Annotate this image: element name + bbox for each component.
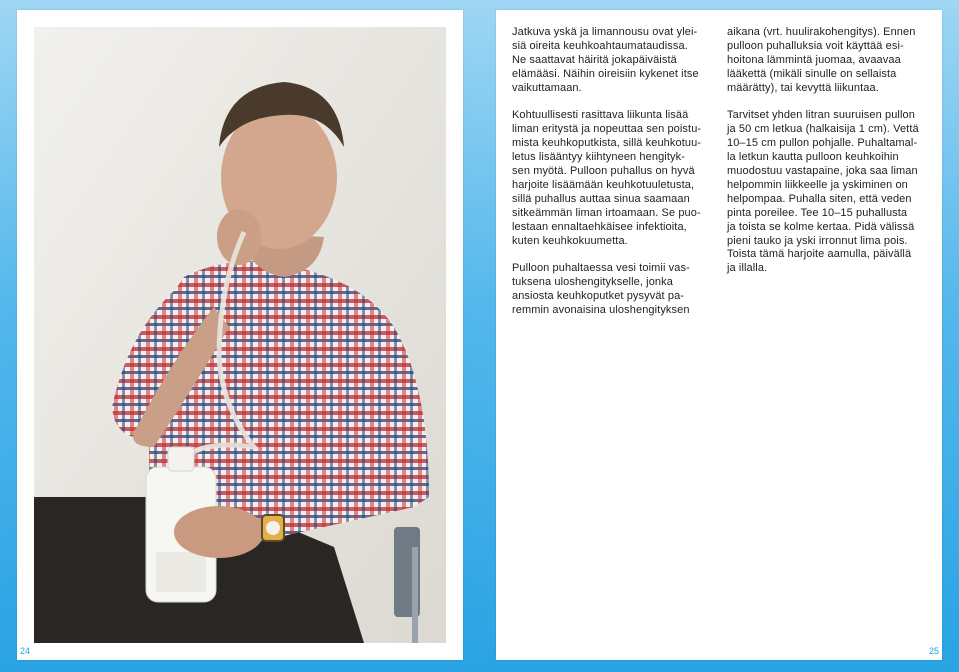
- page-number-right: 25: [928, 646, 939, 656]
- paragraph: Kohtuullisesti rasittava liikunta lisää liman eritystä ja nopeuttaa sen poistu- mista keuhkoputkista, sillä keuhkotuu- letus lisääntyy kiihtyneen hengityk- sen myötä. Pulloon puhallus on hyvä harjoite lisäämään keuhkotuuletusta, sillä puhallus auttaa sinua saamaan sitkeämmän liman irtoamaan. Se puo- lestaan ennaltaehkäisee infektioita, kuten keuhkokuumetta.: [512, 109, 702, 247]
- left-page: [17, 10, 463, 660]
- text-column-2: [727, 26, 932, 290]
- paragraph: aikana (vrt. huulirakohengitys). Ennen pulloon puhalluksia voit käyttää esi- hoitona lämmintä juomaa, avaavaa lääkettä (mikäli sinulle on sellaista määrätty), tai kevyttä liikuntaa.: [727, 26, 916, 94]
- page-number-left: 24: [20, 646, 31, 656]
- right-page: [496, 10, 942, 660]
- paragraph: Tarvitset yhden litran suuruisen pullon ja 50 cm letkua (halkaisija 1 cm). Vettä 10–15 cm pullon pohjalle. Puhaltamal- la letkun kautta pulloon keuhkoihin muodostuu vastapaine, joka saa liman helpommin liikkeelle ja yskiminen on helpompaa. Puhalla siten, että veden pinta poreilee. Tee 10–15 puhallusta ja toista se kolme kertaa. Pidä välissä pieni tauko ja yski irronnut lima pois. Toista tämä harjoite aamulla, päivällä ja illalla.: [727, 109, 919, 275]
- paragraph: Jatkuva yskä ja limannousu ovat ylei- siä oireita keuhkoahtaumataudissa. Ne saattavat häiritä jokapäiväistä elämääsi. Näihin oireisiin kykenet itse vaikuttamaan.: [512, 26, 699, 94]
- paragraph: Pulloon puhaltaessa vesi toimii vas- tuksena uloshengitykselle, jonka ansiosta keuhkoputket pysyvät pa- remmin avonaisina uloshengityksen: [512, 262, 690, 317]
- photo-man-blowing-into-bottle: [34, 27, 446, 643]
- photo-illustration: [34, 27, 446, 643]
- text-column-1: [512, 26, 712, 332]
